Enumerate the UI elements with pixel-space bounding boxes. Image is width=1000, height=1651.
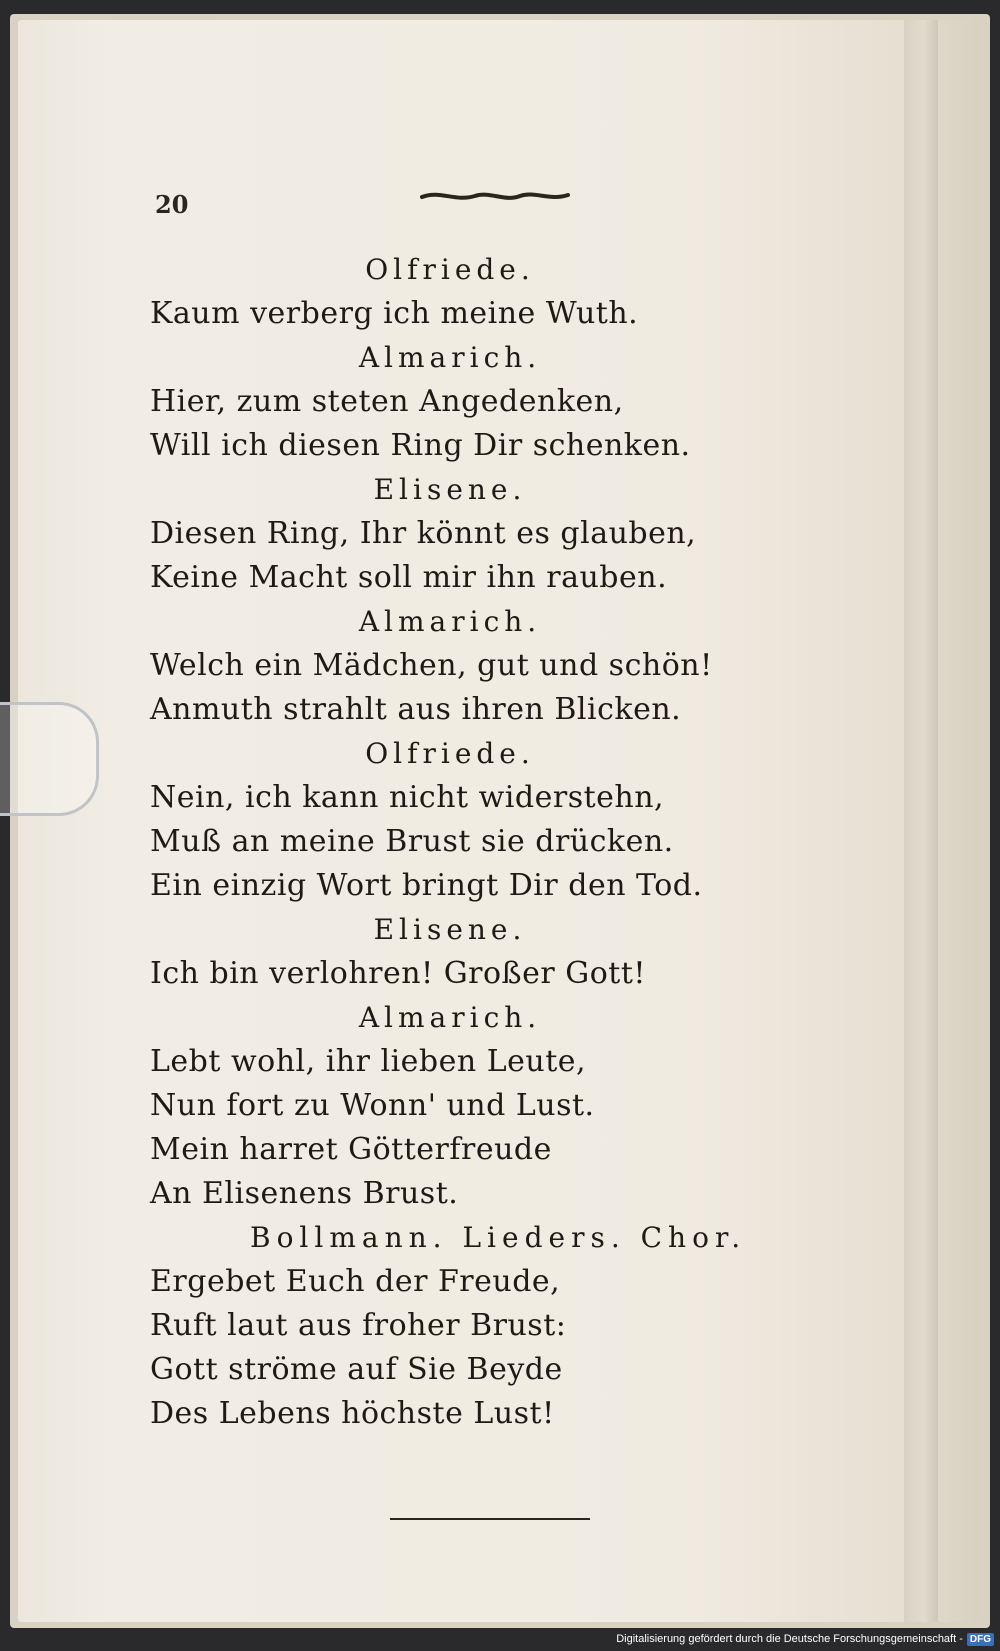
poem-text	[150, 248, 750, 1436]
chorus-line: Ruft laut aus froher Brust:	[150, 1308, 567, 1343]
verse-line: Keine Macht soll mir ihn rauben.	[150, 560, 668, 595]
verse-line: Mein harret Götterfreude	[150, 1132, 552, 1167]
verse-line: Will ich diesen Ring Dir schenken.	[150, 428, 691, 463]
page-number: 20	[155, 190, 189, 219]
speaker-name: Almarich.	[358, 341, 542, 374]
verse-line: Ich bin verlohren! Großer Gott!	[150, 956, 646, 991]
footer-credit	[616, 1630, 994, 1648]
speaker-name: Olfriede.	[365, 737, 535, 770]
verse-line: Anmuth strahlt aus ihren Blicken.	[150, 692, 682, 727]
verse-line: Welch ein Mädchen, gut und schön!	[150, 648, 713, 683]
end-rule	[390, 1518, 590, 1520]
footer-text: Digitalisierung gefördert durch die Deutsche Forschungsgemeinschaft -	[616, 1633, 963, 1645]
speaker-name: Olfriede.	[365, 253, 535, 286]
page-fold	[904, 20, 938, 1622]
speaker-name: Elisene.	[373, 913, 527, 946]
verse-line: Diesen Ring, Ihr könnt es glauben,	[150, 516, 697, 551]
chorus-line: Gott ströme auf Sie Beyde	[150, 1352, 563, 1387]
verse-line: Muß an meine Brust sie drücken.	[150, 824, 674, 859]
verse-line: Kaum verberg ich meine Wuth.	[150, 296, 639, 331]
verse-line: Hier, zum steten Angedenken,	[150, 384, 624, 419]
verse-line: Lebt wohl, ihr lieben Leute,	[150, 1044, 587, 1079]
speaker-name: Almarich.	[358, 605, 542, 638]
speaker-name: Elisene.	[373, 473, 527, 506]
speaker-name: Almarich.	[358, 1001, 542, 1034]
chorus-line: Des Lebens höchste Lust!	[150, 1396, 555, 1431]
chorus-speaker: Bollmann. Lieders. Chor.	[250, 1221, 747, 1254]
verse-line: Nun fort zu Wonn' und Lust.	[150, 1088, 595, 1123]
dfg-logo-icon: DFG	[967, 1633, 994, 1646]
verse-line: Nein, ich kann nicht widerstehn,	[150, 780, 665, 815]
verse-line: An Elisenens Brust.	[150, 1176, 459, 1211]
verse-line: Ein einzig Wort bringt Dir den Tod.	[150, 868, 703, 903]
page-tab-marker	[0, 702, 99, 816]
chorus-line: Ergebet Euch der Freude,	[150, 1264, 561, 1299]
ornament-icon	[420, 188, 570, 204]
